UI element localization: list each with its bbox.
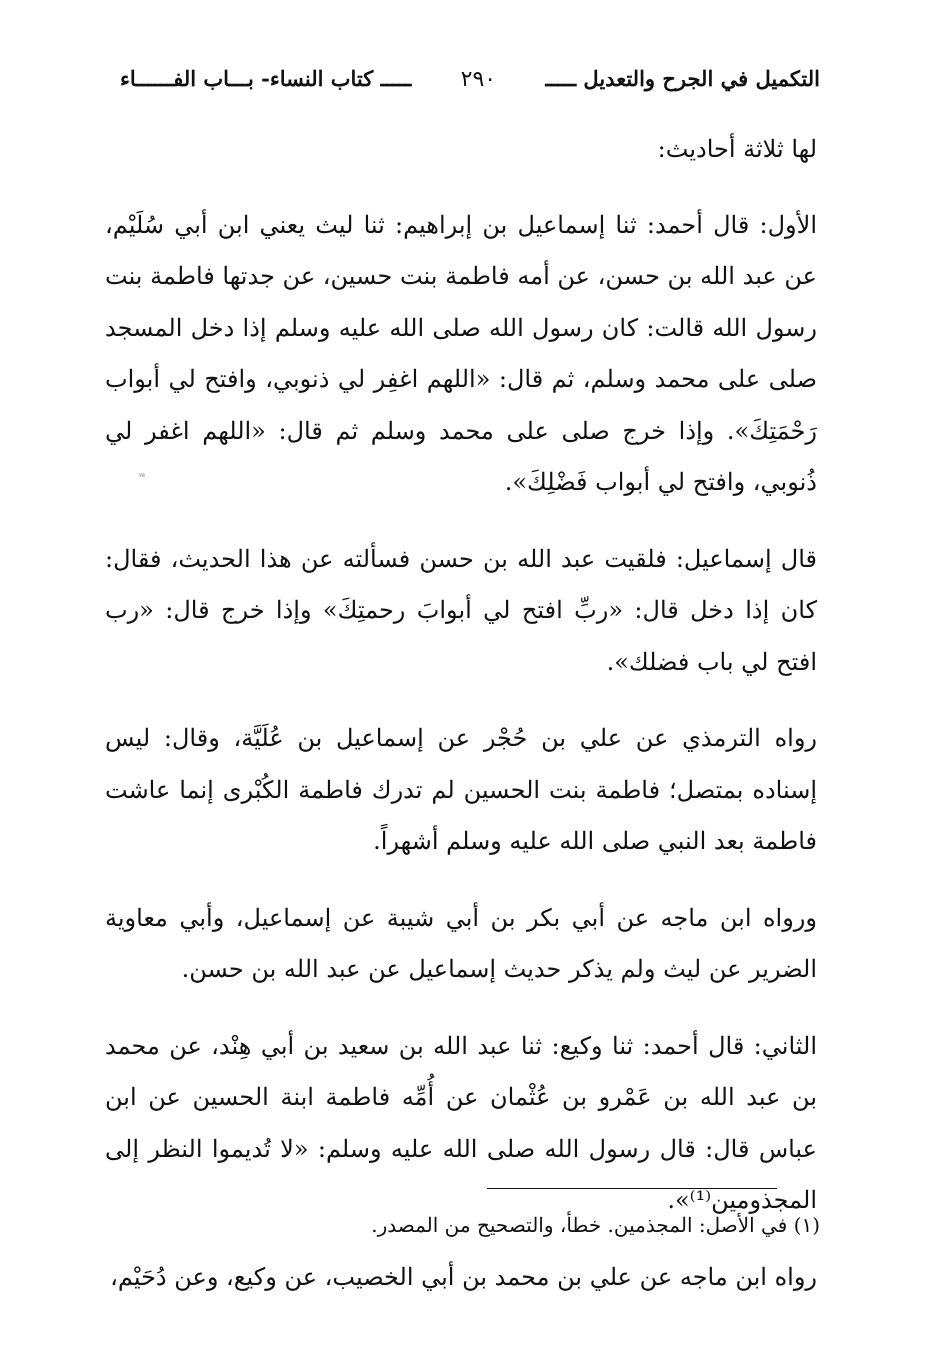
header-page-number: ٢٩٠ <box>460 67 497 92</box>
header-book-title: التكميل في الجرح والتعديل ـــــ <box>545 66 820 91</box>
footnote-divider <box>487 1188 777 1189</box>
paragraph-intro: لها ثلاثة أحاديث: <box>657 135 817 163</box>
paragraph-ibn-majah-2: رواه ابن ماجه عن علي بن محمد بن أبي الخصيب، عن وكيع، وعن دُحَيْم، <box>110 1262 817 1291</box>
paragraph-tirmidhi: رواه الترمذي عن علي بن حُجْر عن إسماعيل بن عُلَيَّة، وقال: ليس إسناده بمتصل؛ فاطمة بنت الحسين لم تدرك فاطمة الكُبْرى إنما عاشت فاطمة بعد النبي صلى الله عليه وسلم أشهراً. <box>105 724 817 855</box>
footnote: (١) في الأصل: المجذمين. خطأ، والتصحيح من المصدر. <box>371 1213 820 1237</box>
paragraph-hadith-2: الثاني: قال أحمد: ثنا وكيع: ثنا عبد الله بن سعيد بن أبي هِنْد، عن محمد بن عبد الله بن عَمْرو بن عُثْمان عن أُمِّه فاطمة ابنة الحسين عن ابن عباس قال: قال رسول الله صلى الله عليه وسلم: «لا تُديموا النظر إلى المجذومين⁽¹⁾». <box>105 1031 818 1214</box>
header-section: ـــــ كتاب النساء- بـــاب الفــــــاء <box>120 66 412 91</box>
paragraph-ismail-note: قال إسماعيل: فلقيت عبد الله بن حسن فسألته عن هذا الحديث، فقال: كان إذا دخل قال: «ربِّ افتح لي أبوابَ رحمتِكَ» وإذا خرج قال: «رب افتح لي باب فضلك». <box>105 544 817 676</box>
running-header <box>120 66 820 92</box>
scan-speck: ᵚ <box>139 472 146 483</box>
paragraph-hadith-1: الأول: قال أحمد: ثنا إسماعيل بن إبراهيم: ثنا ليث يعني ابن أبي سُلَيْم، عن عبد الله بن حسن، عن أمه فاطمة بنت حسين، عن جدتها فاطمة بنت رسول الله قالت: كان رسول الله صلى الله عليه وسلم إذا دخل المسجد صلى على محمد وسلم، ثم قال: «اللهم اغفِر لي ذنوبي، وافتح لي أبواب رَحْمَتِكَ». وإذا خرج صلى على محمد وسلم ثم قال: «اللهم اغفر لي ذُنوبي، وافتح لي أبواب فَضْلِكَ». <box>105 210 817 496</box>
paragraph-ibn-majah-1: ورواه ابن ماجه عن أبي بكر بن أبي شيبة عن إسماعيل، وأبي معاوية الضرير عن ليث ولم يذكر حديث إسماعيل عن عبد الله بن حسن. <box>105 903 817 983</box>
main-text <box>105 124 817 1328</box>
